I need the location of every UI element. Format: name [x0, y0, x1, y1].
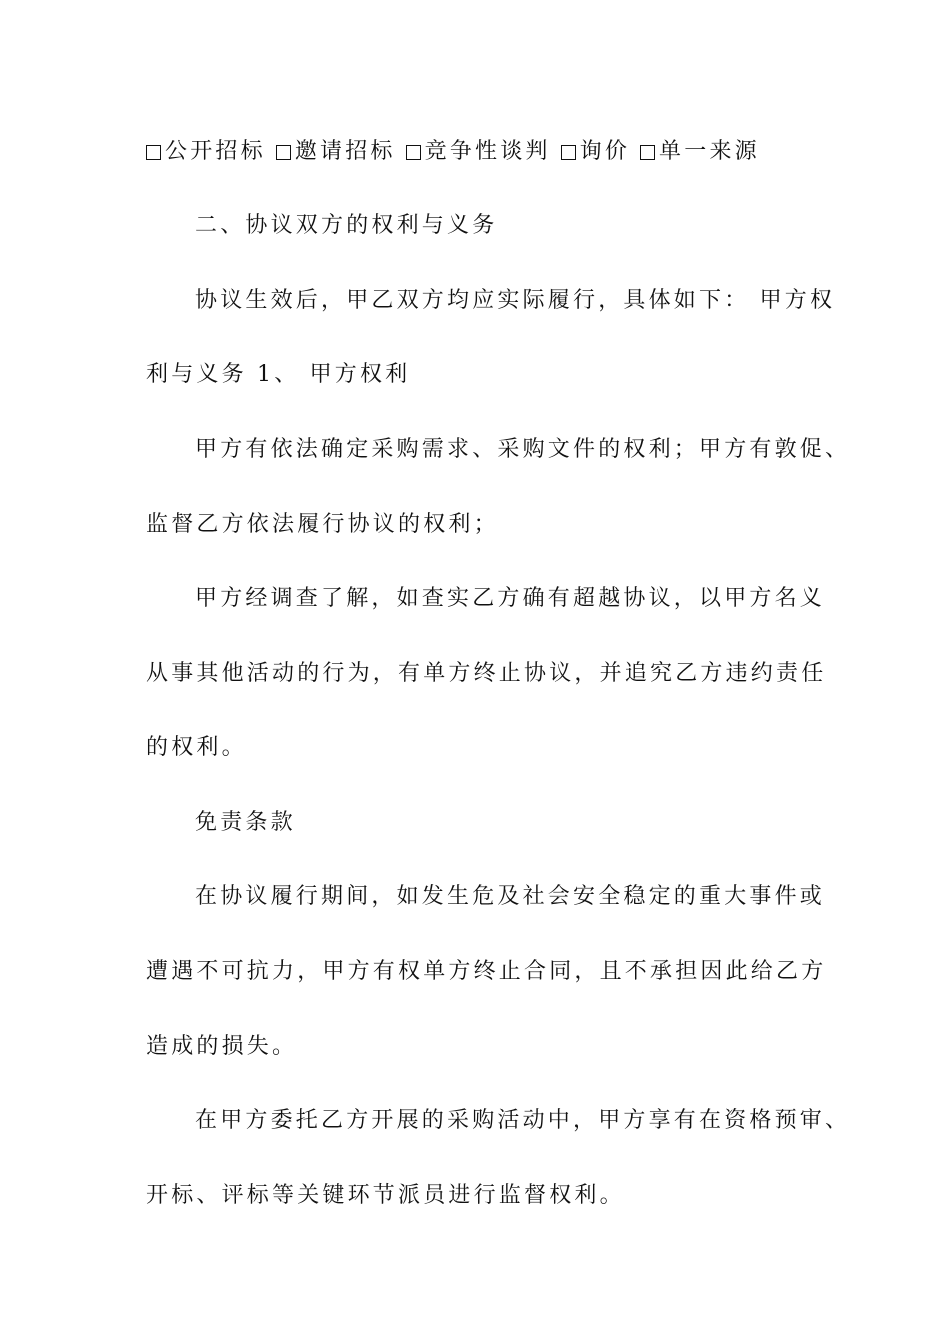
exemption-line-3: 造成的损失。: [146, 1034, 298, 1059]
checkbox-icon[interactable]: [640, 145, 655, 160]
option-competitive-negotiation[interactable]: [406, 137, 551, 167]
option-invited-tender[interactable]: [276, 137, 396, 167]
checkbox-icon[interactable]: [406, 145, 421, 160]
option-label: 单一来源: [659, 139, 760, 164]
option-public-tender[interactable]: [146, 137, 266, 167]
supervision-line-1: 在甲方委托乙方开展的采购活动中，甲方享有在资格预审、: [195, 1108, 851, 1133]
section-heading-rights: 二、协议双方的权利与义务: [195, 213, 498, 238]
intro-line-1: 协议生效后，甲乙双方均应实际履行，具体如下： 甲方权: [195, 288, 836, 313]
exemption-line-2: 遭遇不可抗力，甲方有权单方终止合同，且不承担因此给乙方: [146, 959, 827, 984]
exemption-line-1: 在协议履行期间，如发生危及社会安全稳定的重大事件或: [195, 884, 826, 909]
option-inquiry[interactable]: [561, 137, 630, 167]
option-label: 询价: [579, 139, 631, 164]
termination-line-3: 的权利。: [146, 735, 247, 760]
section-heading-exemption: 免责条款: [195, 810, 296, 835]
option-label: 邀请招标: [294, 139, 396, 164]
option-single-source[interactable]: [640, 137, 760, 167]
supervision-line-2: 开标、评标等关键环节派员进行监督权利。: [146, 1183, 625, 1208]
checkbox-icon[interactable]: [561, 145, 576, 160]
option-label: 竞争性谈判: [424, 139, 551, 164]
rights-line-2: 监督乙方依法履行协议的权利；: [146, 512, 499, 537]
option-label: 公开招标: [165, 139, 266, 164]
checkbox-icon[interactable]: [276, 145, 291, 160]
rights-line-1: 甲方有依法确定采购需求、采购文件的权利；甲方有敦促、: [195, 437, 851, 462]
intro-line-2: 利与义务 1、 甲方权利: [146, 362, 411, 387]
termination-line-1: 甲方经调查了解，如查实乙方确有超越协议，以甲方名义: [195, 586, 826, 611]
termination-line-2: 从事其他活动的行为，有单方终止协议，并追究乙方违约责任: [146, 661, 827, 686]
checkbox-icon[interactable]: [146, 145, 161, 160]
procurement-method-options: [146, 137, 770, 167]
